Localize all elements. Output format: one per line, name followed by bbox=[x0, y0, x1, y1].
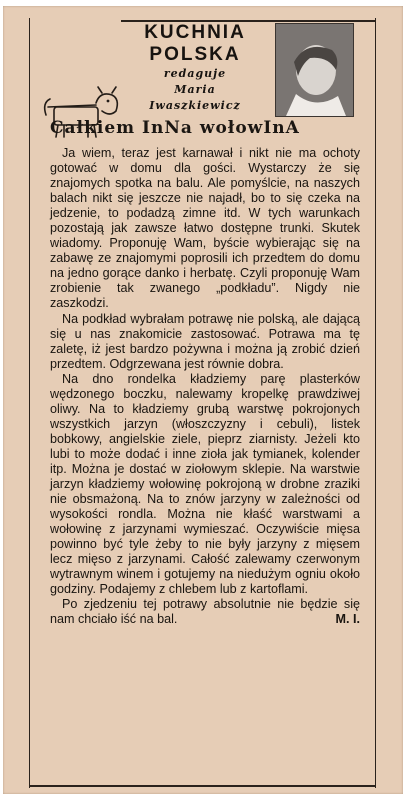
author-signature: M. I. bbox=[335, 612, 360, 627]
portrait-icon bbox=[276, 24, 353, 116]
editor-credit-3: Iwaszkiewicz bbox=[149, 99, 241, 112]
paragraph-4 bbox=[50, 597, 360, 627]
paragraph-1: Ja wiem, teraz jest karnawał i nikt nie ma ochoty gotować w domu dla gości. Wystarczy że się znajomych spotka na balu. Ale pomyślcie, na naszych balach nikt się jeszcze nie najadł, bo to się czeka na jedzenie, to podadzą zimne itd. W tych warunkach pozostają jak zawsze łatwo dostępne trunki. Skutek wiadomy. Proponuję Wam, byście wybierając się na zabawę ze znajomymi poprosili ich przedtem do domu na jedno gorące danko i herbatę. Czyli proponuję Wam zrobienie tak zwanego „podkładu”. Nigdy nie zaszkodzi. bbox=[50, 146, 360, 311]
paragraph-3: Na dno rondelka kładziemy parę plasterków wędzonego boczku, nalewamy kropelkę prawdziwej oliwy. Na to kładziemy grubą warstwę pokrojonych wszystkich jarzyn (włoszczyzny i cebuli), listek bobkowy, angielskie ziele, pieprz ziarnisty. Jeżeli kto lubi to może dodać i inne zioła jak tymianek, kolender itp. Można je dostać w ziołowym sklepie. Na warstwie jarzyn kładziemy wołowinę pokrojoną w drobne zraziki nie obsmażoną. Na to znów jarzyny w zależności od wysokości rondla. Można nie kłaść warstwami a wołowinę z jarzynami wymieszać. Oczywiście mięsa powinno być tyle żeby to nie były jarzyny z mięsem lecz mięso z jarzynami. Całość zalewamy czerwonym wytrawnym winem i gotujemy na niedużym ogniu około godziny. Podajemy z chlebem lub z kartoflami. bbox=[50, 371, 360, 597]
border-bottom bbox=[29, 785, 375, 787]
author-portrait-photo bbox=[275, 23, 354, 117]
editor-credit-1: redaguje bbox=[163, 67, 227, 80]
border-right bbox=[375, 18, 376, 788]
masthead-line-1: KUCHNIA bbox=[144, 22, 246, 43]
paragraph-2: Na podkład wybrałam potrawę nie polską, ale dającą się u nas znakomicie zastosować. Potrawa ma tę zaletę, iż jest bardzo pożywna i można ją zrobić dzień przedtem. Odgrzewana jest równie dobra. bbox=[50, 311, 360, 371]
editor-credit-2: Maria bbox=[174, 83, 216, 96]
masthead-line-2: POLSKA bbox=[149, 44, 241, 65]
column-masthead bbox=[120, 22, 270, 114]
article-body bbox=[50, 146, 360, 628]
article-title: Całkiem InNa wołowInA bbox=[50, 118, 300, 138]
paragraph-4-text: Po zjedzeniu tej potrawy absolutnie nie będzie się nam chciało iść na bal. bbox=[50, 597, 360, 627]
border-left bbox=[29, 18, 30, 788]
